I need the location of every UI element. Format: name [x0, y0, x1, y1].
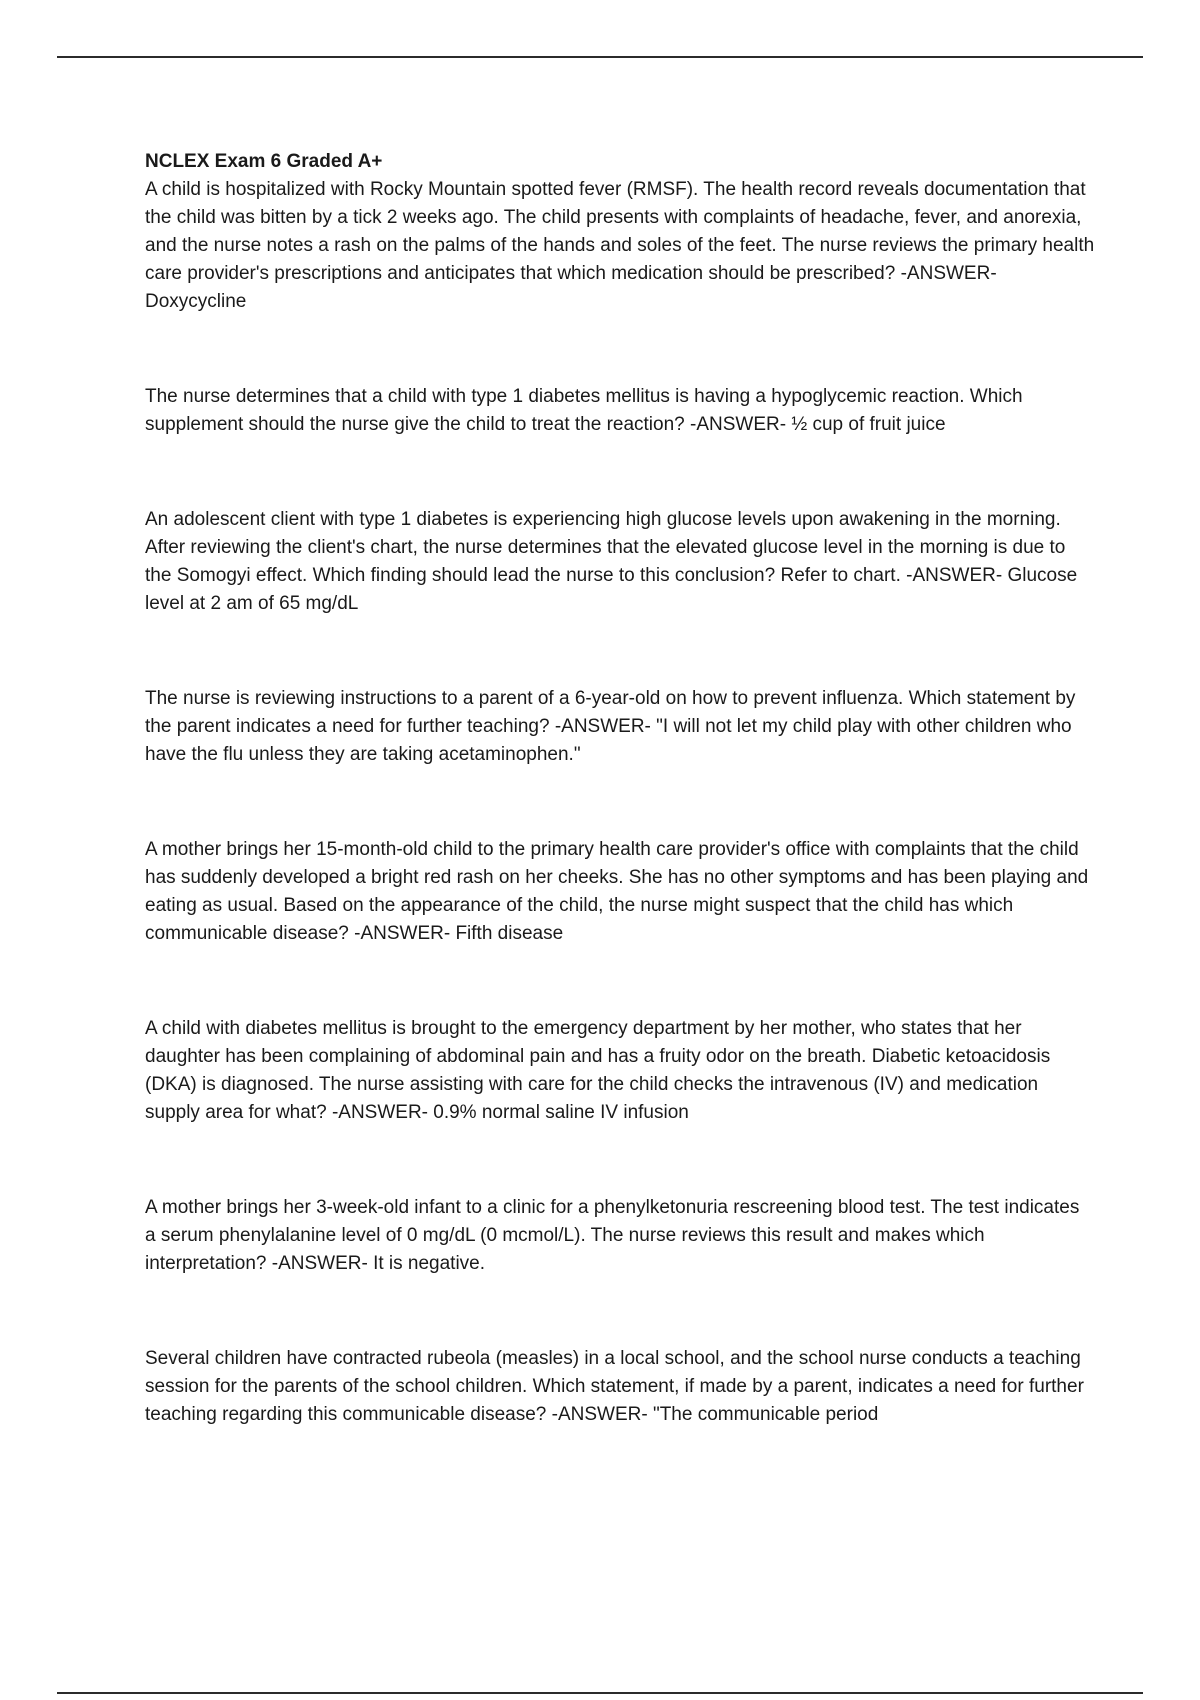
question-answer-item: A child with diabetes mellitus is brought to the emergency department by her mother, who states that her daughter has been complaining of abdominal pain and has a fruity odor on the breath. Diabetic ketoacidosis (DKA) is diagnosed. The nurse assisting with care for the child checks the intravenous (IV) and medication supply area for what? -ANSWER- 0.9% normal saline IV infusion [145, 1018, 1051, 1123]
question-answer-item: Several children have contracted rubeola (measles) in a local school, and the school nurse conducts a teaching session for the parents of the school children. Which statement, if made by a parent, indicates a need for further teaching regarding this communicable disease? -ANSWER- "The communicable period [145, 1348, 1084, 1425]
question-answer-item: A mother brings her 15-month-old child to the primary health care provider's office with complaints that the child has suddenly developed a bright red rash on her cheeks. She has no other symptoms and has been playing and eating as usual. Based on the appearance of the child, the nurse might suspect that the child has which communicable disease? -ANSWER- Fifth disease [145, 839, 1089, 944]
question-answer-item: An adolescent client with type 1 diabetes is experiencing high glucose levels upon awakening in the morning. After reviewing the client's chart, the nurse determines that the elevated glucose level in the morning is due to the Somogyi effect. Which finding should lead the nurse to this conclusion? Refer to chart. -ANSWER- Glucose level at 2 am of 65 mg/dL [145, 509, 1078, 614]
document-body [145, 148, 1095, 1429]
document-title: NCLEX Exam 6 Graded A+ [145, 151, 383, 172]
question-answer-item: The nurse is reviewing instructions to a parent of a 6-year-old on how to prevent influenza. Which statement by the parent indicates a need for further teaching? -ANSWER- "I will not let my child play with other children who have the flu unless they are taking acetaminophen." [145, 688, 1076, 765]
question-answer-item: A mother brings her 3-week-old infant to a clinic for a phenylketonuria rescreening blood test. The test indicates a serum phenylalanine level of 0 mg/dL (0 mcmol/L). The nurse reviews this result and makes which interpretation? -ANSWER- It is negative. [145, 1197, 1080, 1274]
bottom-rule [57, 1692, 1143, 1694]
top-rule [57, 56, 1143, 58]
question-answer-item: A child is hospitalized with Rocky Mountain spotted fever (RMSF). The health record reveals documentation that the child was bitten by a tick 2 weeks ago. The child presents with complaints of headache, fever, and anorexia, and the nurse notes a rash on the palms of the hands and soles of the feet. The nurse reviews the primary health care provider's prescriptions and anticipates that which medication should be prescribed? -ANSWER- Doxycycline [145, 179, 1095, 312]
question-answer-item: The nurse determines that a child with type 1 diabetes mellitus is having a hypoglycemic reaction. Which supplement should the nurse give the child to treat the reaction? -ANSWER- ½ cup of fruit juice [145, 386, 1023, 435]
